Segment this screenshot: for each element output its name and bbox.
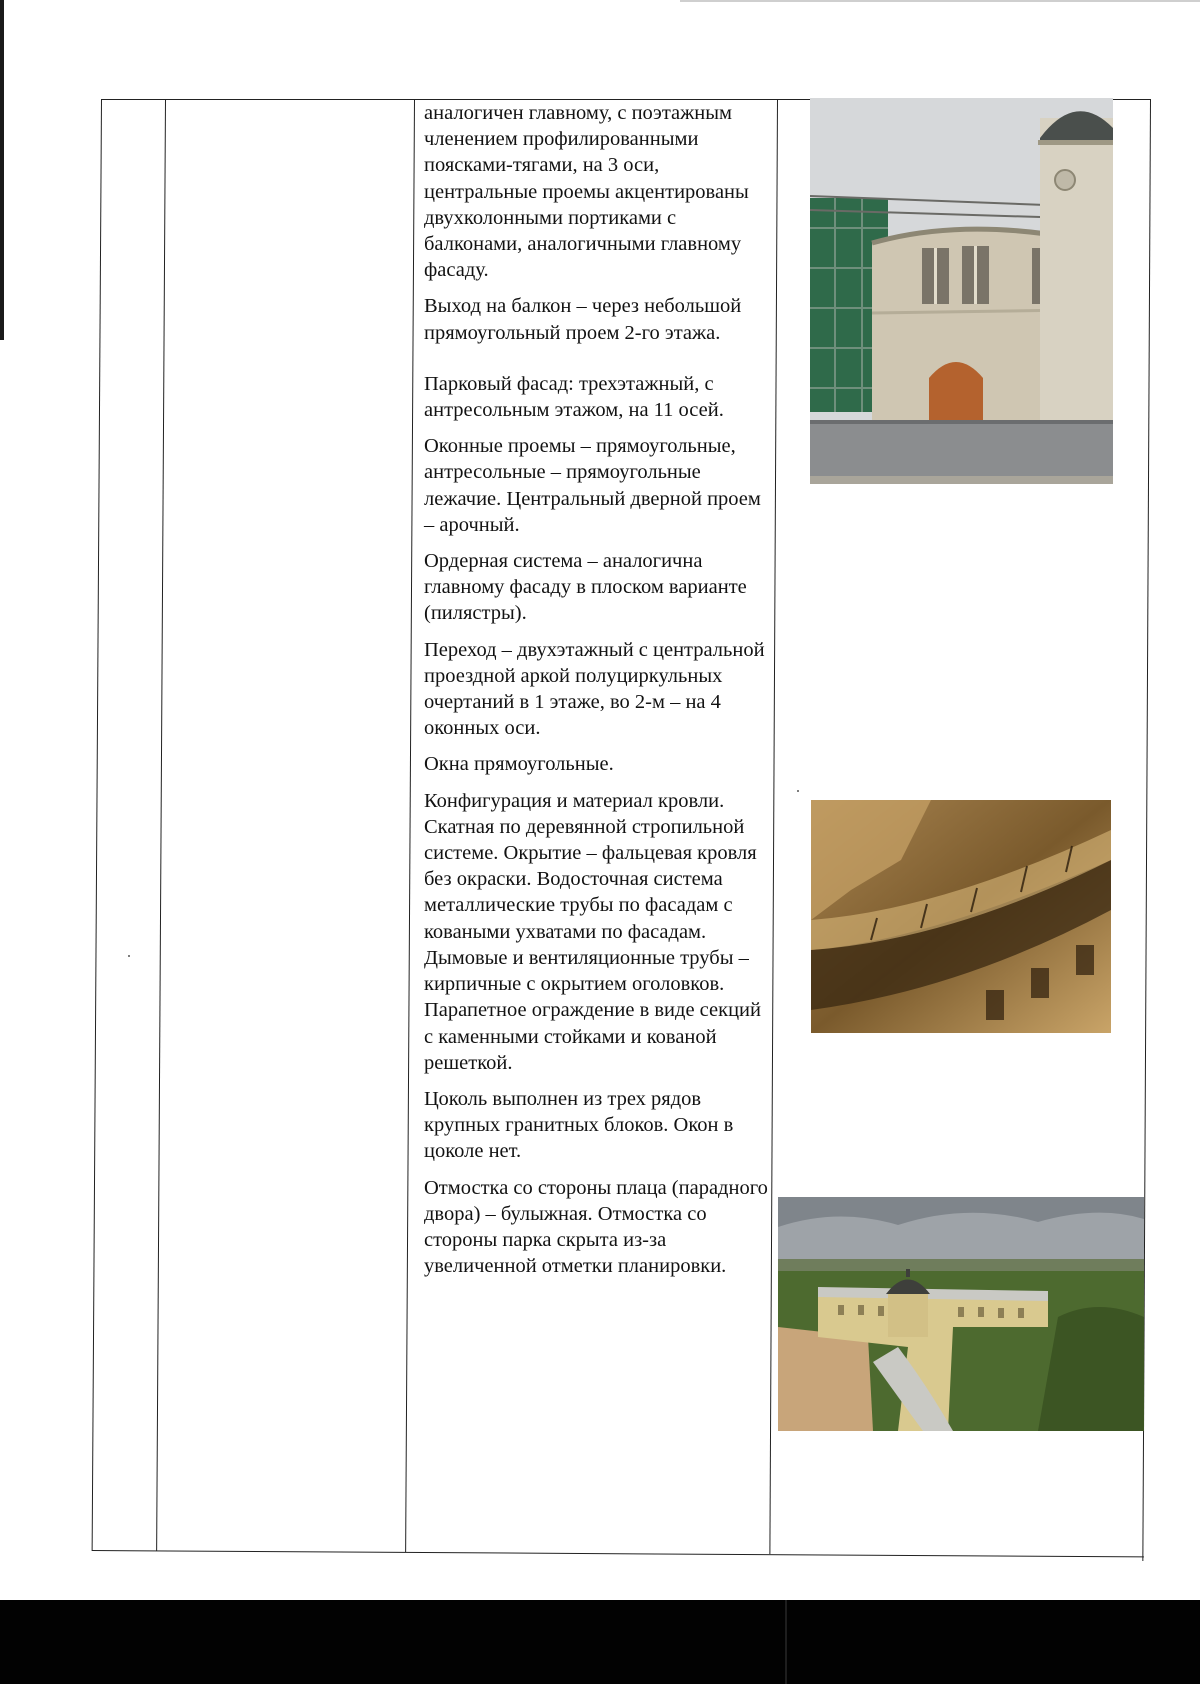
table-bottom-border <box>92 1550 1144 1557</box>
paragraph-park-facade: Парковый фасад: трехэтажный, с антресольным этажом, на 11 осей. <box>424 372 724 422</box>
palace-aerial-photo <box>778 1197 1144 1431</box>
paragraph-plinth: Цоколь выполнен из трех рядов крупных гранитных блоков. Окон в цоколе нет. <box>424 1087 734 1163</box>
facade-description <box>424 100 772 1289</box>
table-col-divider-1 <box>156 99 166 1551</box>
paragraph-order-system: Ордерная система – аналогична главному фасаду в плоском варианте (пилястры). <box>424 550 747 625</box>
paragraph-window-openings: Оконные проемы – прямоугольные, антресольные – прямоугольные лежачие. Центральный дверной проем – арочный. <box>424 435 761 536</box>
paragraph-balcony-exit: Выход на балкон – через небольшой прямоугольный проем 2-го этажа. <box>424 295 742 344</box>
paragraph-roof: Конфигурация и материал кровли. Скатная по деревянной стропильной системе. Окрытие – фальцевая кровля без окраски. Водосточная система металлические трубы по фасадам с коваными ухватами по фасадам. Дымовые и вентиляционные трубы – кирпичные с окрытием оголовков. Парапетное ограждение в виде секций с каменными стойками и кованой решеткой. <box>424 789 761 1074</box>
scan-speck <box>128 955 130 957</box>
paragraph-blind-area: Отмостка со стороны плаца (парадного двора) – булыжная. Отмостка со стороны парка скрыта из-за увеличенной отметки планировки. <box>424 1176 768 1278</box>
roof-ruins-photo <box>811 800 1111 1033</box>
paragraph-windows: Окна прямоугольные. <box>424 753 614 776</box>
facade-tower-photo <box>810 98 1113 484</box>
scan-speck <box>797 790 799 792</box>
scan-footer-seam <box>785 1600 787 1684</box>
paragraph-passage: Переход – двухэтажный с центральной проездной аркой полуциркульных очертаний в 1 этаже, во 2-м – на 4 оконных оси. <box>424 638 765 740</box>
scan-edge-top <box>680 0 1200 2</box>
table-left-border <box>92 99 102 1551</box>
paragraph-side-facade: аналогичен главному, с поэтажным членением профилированными поясками-тягами, на 3 оси, центральные проемы акцентированы двухколонными портиками с балконами, аналогичными главному фасаду. <box>424 102 749 282</box>
scan-footer-band <box>0 1600 1200 1684</box>
scan-edge <box>0 0 4 340</box>
table-col-divider-2 <box>405 99 415 1552</box>
